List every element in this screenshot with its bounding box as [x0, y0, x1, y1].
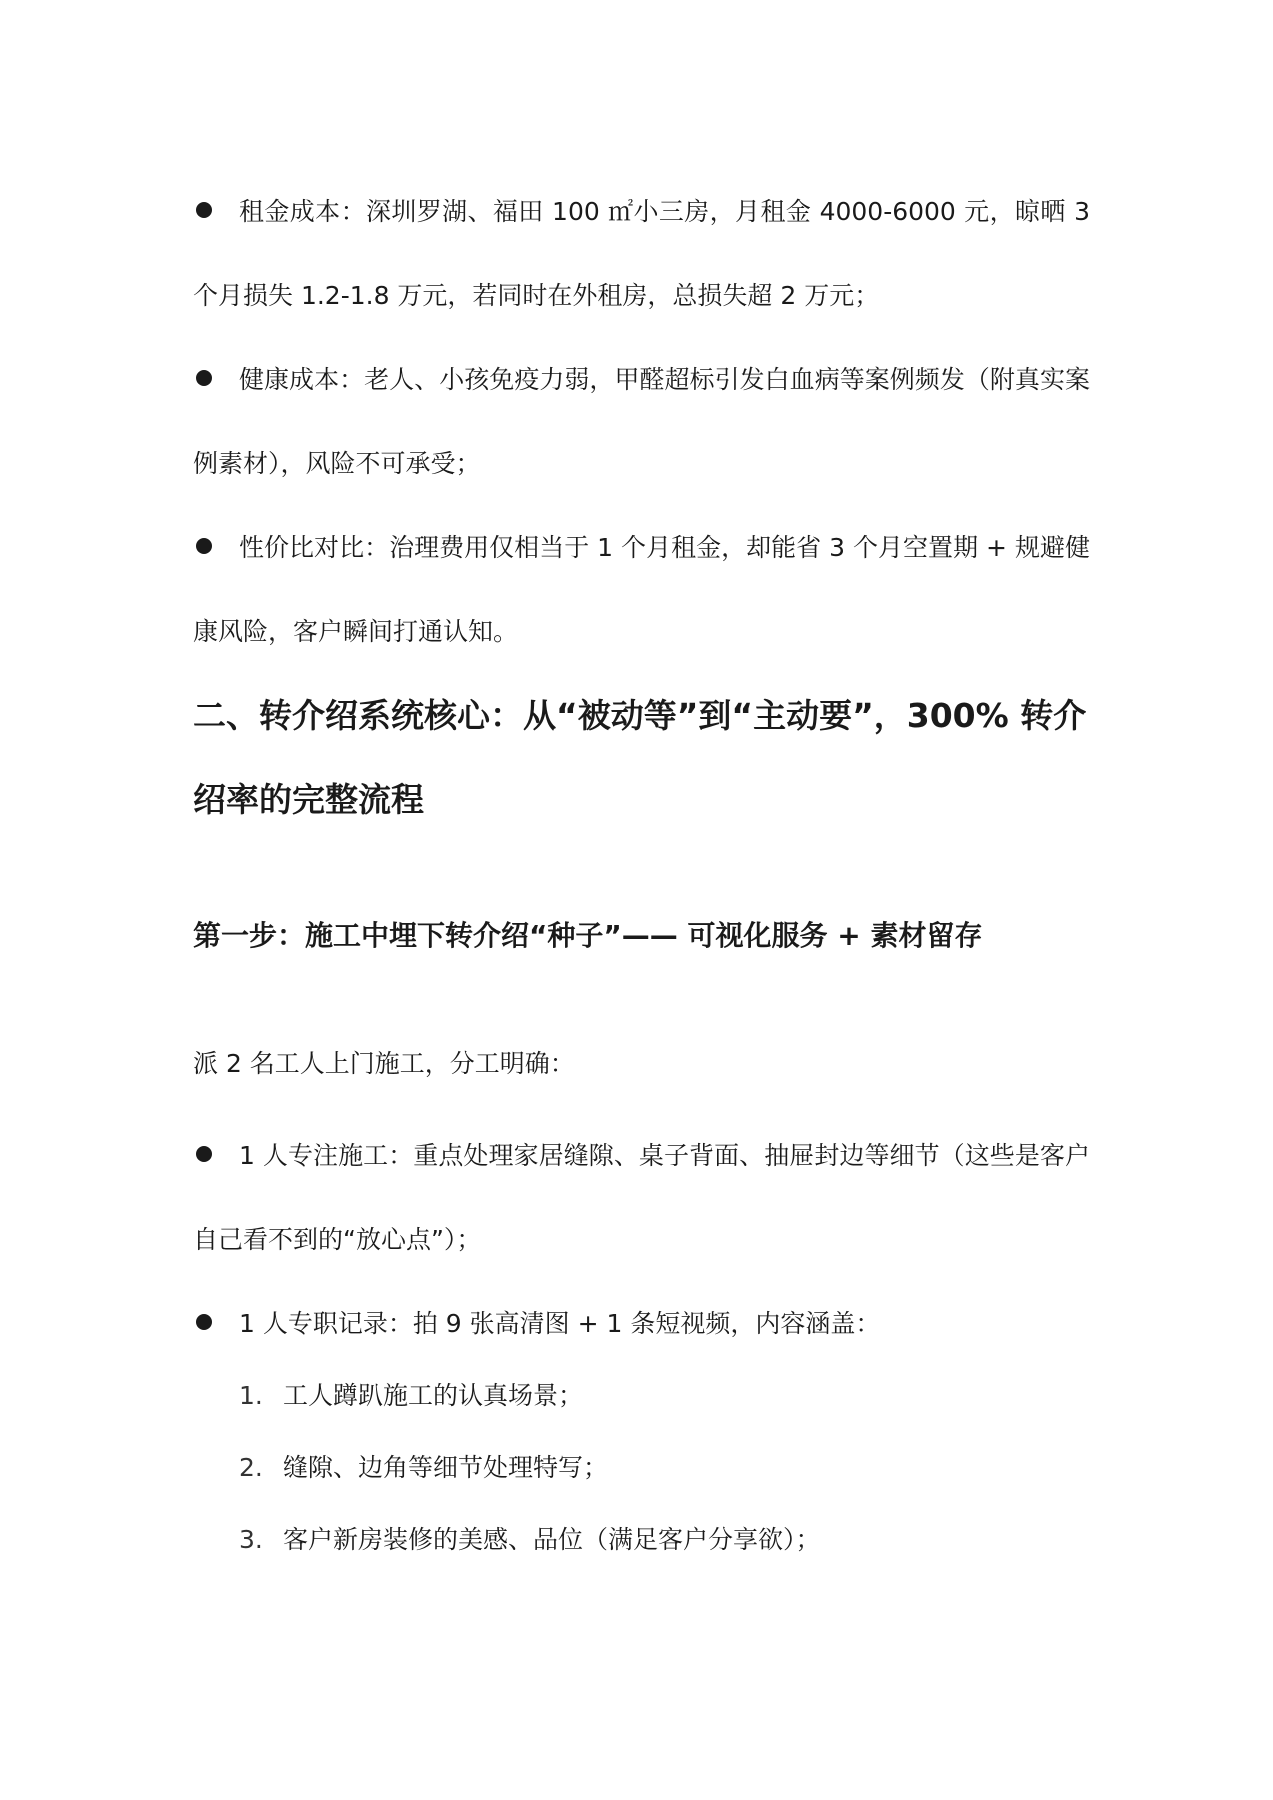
list-number: 1.	[239, 1381, 263, 1410]
bullet-item-rent-cost	[193, 170, 1090, 338]
bullet-item-recording-worker	[193, 1282, 1090, 1366]
numbered-item-text: 缝隙、边角等细节处理特写；	[283, 1453, 609, 1482]
bullet-text: 1 人专职记录：拍 9 张高清图 + 1 条短视频，内容涵盖：	[239, 1309, 881, 1338]
bullet-item-construction-worker	[193, 1114, 1090, 1282]
bullet-dot-icon	[196, 202, 212, 218]
document-content	[193, 170, 1090, 1560]
bullet-text: 租金成本：深圳罗湖、福田 100 ㎡小三房，月租金 4000-6000 元，晾晒 3 个月损失 1.2-1.8 万元，若同时在外租房，总损失超 2 万元；	[193, 197, 1090, 310]
bullet-item-cost-comparison	[193, 506, 1090, 674]
numbered-item	[193, 1520, 1090, 1560]
bullet-item-health-cost	[193, 338, 1090, 506]
intro-paragraph: 派 2 名工人上门施工，分工明确：	[193, 1049, 575, 1078]
bullet-dot-icon	[196, 1146, 212, 1162]
bullet-text: 性价比对比：治理费用仅相当于 1 个月租金，却能省 3 个月空置期 + 规避健康风险，客户瞬间打通认知。	[193, 533, 1090, 646]
bullet-dot-icon	[196, 1314, 212, 1330]
list-number: 3.	[239, 1525, 263, 1554]
step-heading: 第一步：施工中埋下转介绍“种子”—— 可视化服务 + 素材留存	[193, 919, 983, 952]
list-number: 2.	[239, 1453, 263, 1482]
numbered-item	[193, 1448, 1090, 1488]
bullet-text: 健康成本：老人、小孩免疫力弱，甲醛超标引发白血病等案例频发（附真实案例素材），风险不可承受；	[193, 365, 1090, 478]
bullet-dot-icon	[196, 370, 212, 386]
numbered-item	[193, 1376, 1090, 1416]
section-heading: 二、转介绍系统核心：从“被动等”到“主动要”，300% 转介绍率的完整流程	[193, 696, 1087, 819]
numbered-item-text: 客户新房装修的美感、品位（满足客户分享欲）；	[283, 1525, 821, 1554]
bullet-text: 1 人专注施工：重点处理家居缝隙、桌子背面、抽屉封边等细节（这些是客户自己看不到的“放心点”）；	[193, 1141, 1090, 1254]
bullet-dot-icon	[196, 538, 212, 554]
numbered-item-text: 工人蹲趴施工的认真场景；	[283, 1381, 584, 1410]
